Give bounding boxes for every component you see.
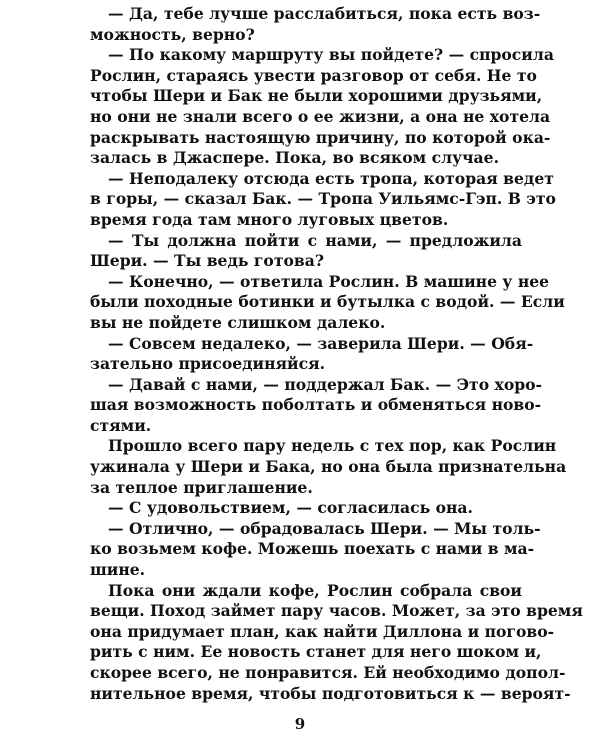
text-line: залась в Джаспере. Пока, во всяком случае. [90, 148, 499, 168]
text-line: рить с ним. Ее новость станет для него шоком и, [90, 642, 542, 662]
text-line: — Давай с нами, — поддержал Бак. — Это хоро- [108, 374, 542, 394]
text-line: шая возможность поболтать и обменяться ново- [90, 395, 542, 415]
text-line: вещи. Поход займет пару часов. Может, за это время [90, 601, 583, 621]
page-number: 9 [294, 715, 306, 733]
text-line: Шери. — Ты ведь готова? [90, 251, 324, 271]
text-line: но они не знали всего о ее жизни, а она не хотела [90, 106, 551, 126]
text-line: ко возьмем кофе. Можешь поехать с нами в ма- [90, 539, 535, 559]
text-line: вы не пойдете слишком далеко. [90, 312, 386, 332]
text-line: в горы, — сказал Бак. — Тропа Уильямс-Гэп. В это [90, 189, 556, 209]
text-line: зательно присоединяйся. [90, 354, 326, 374]
text-line: ужинала у Шери и Бака, но она была признательна [90, 457, 567, 477]
text-line: Рослин, стараясь увести разговор от себя. Не то [90, 65, 537, 85]
text-line: — Да, тебе лучше расслабиться, пока есть воз- [108, 4, 541, 23]
text-line: скорее всего, не понравится. Ей необходимо допол- [90, 663, 566, 682]
text-line: Пока они ждали кофе, Рослин собрала свои [108, 580, 522, 600]
text-line: — Неподалеку отсюда есть тропа, которая ведет [108, 168, 554, 188]
text-line: можность, верно? [90, 24, 255, 44]
text-line: нительное время, чтобы подготовиться к — вероят- [90, 683, 571, 703]
text-line: — По какому маршруту вы пойдете? — спросила [108, 45, 554, 65]
text-line: за теплое приглашение. [90, 477, 313, 497]
text-line: — С удовольствием, — согласилась она. [108, 498, 473, 518]
text-line: чтобы Шери и Бак не были хорошими друзьями, [90, 86, 543, 106]
text-line: — Ты должна пойти с нами, — предложила [108, 230, 522, 250]
text-line: были походные ботинки и бутылка с водой. — Если [90, 292, 565, 312]
text-line: — Отлично, — обрадовалась Шери. — Мы толь- [108, 518, 541, 538]
text-line: Прошло всего пару недель с тех пор, как Рослин [108, 436, 557, 456]
text-line: шине. [90, 560, 146, 580]
text-line: — Совсем недалеко, — заверила Шери. — Обя- [108, 333, 534, 353]
text-line: — Конечно, — ответила Рослин. В машине у нее [108, 271, 550, 291]
page-body-text [90, 4, 583, 704]
text-line: она придумает план, как найти Диллона и погово- [90, 621, 555, 641]
text-line: время года там много луговых цветов. [90, 209, 449, 229]
text-line: стями. [90, 415, 152, 435]
text-line: раскрывать настоящую причину, по которой ока- [90, 127, 551, 147]
